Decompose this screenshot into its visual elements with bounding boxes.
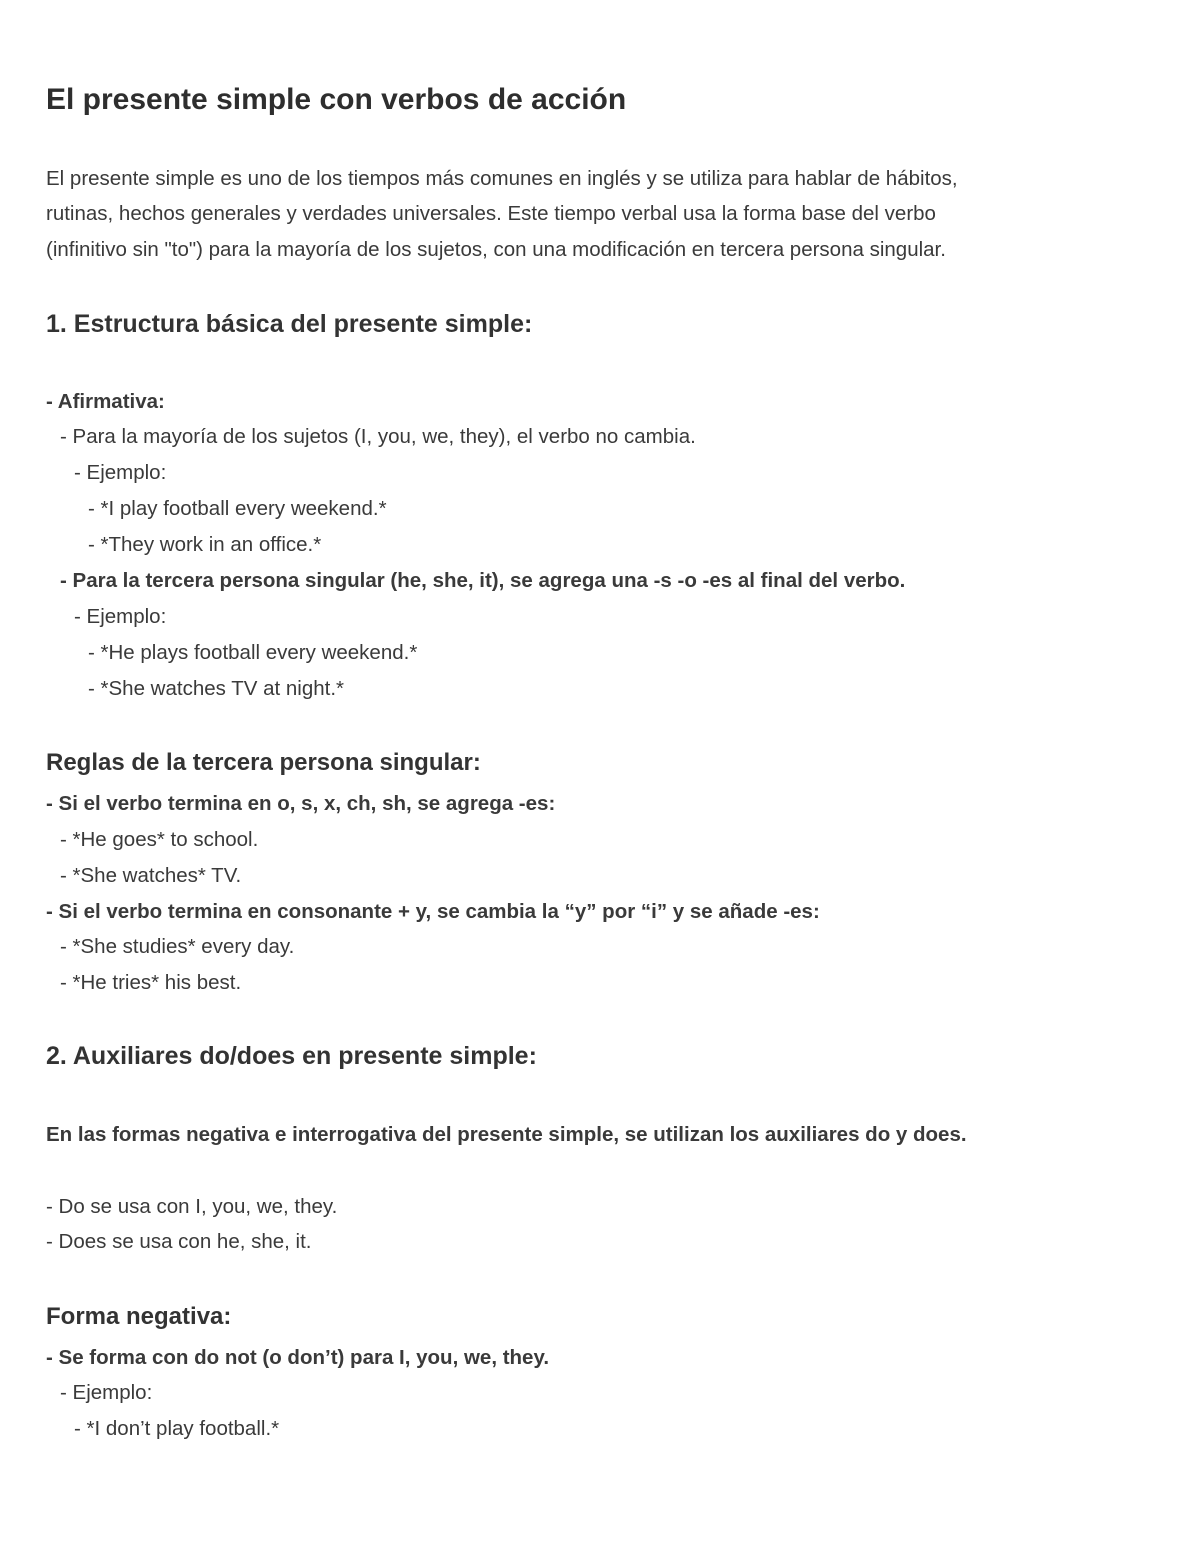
example-item: - *He goes* to school. xyxy=(60,828,259,851)
example-item: - *He plays football every weekend.* xyxy=(88,641,418,664)
does-usage: - Does se usa con he, she, it. xyxy=(46,1230,312,1253)
intro-line-3: (infinitivo sin "to") para la mayoría de los sujetos, con una modificación en tercera persona singular. xyxy=(46,238,946,261)
negative-rule: - Se forma con do not (o don’t) para I, you, we, they. xyxy=(46,1346,550,1369)
rule-y: - Si el verbo termina en consonante + y, se cambia la “y” por “i” y se añade -es: xyxy=(46,900,820,923)
affirmative-label: - Afirmativa: xyxy=(46,390,165,413)
section-2-heading: 2. Auxiliares do/does en presente simple: xyxy=(46,1042,537,1070)
section-2-intro: En las formas negativa e interrogativa del presente simple, se utilizan los auxiliares do y does. xyxy=(46,1123,967,1146)
example-label: - Ejemplo: xyxy=(60,1381,153,1404)
section-1-heading: 1. Estructura básica del presente simple: xyxy=(46,310,533,338)
negative-heading: Forma negativa: xyxy=(46,1303,232,1330)
example-item: - *I don’t play football.* xyxy=(74,1417,280,1440)
rule-third-person: - Para la tercera persona singular (he, she, it), se agrega una -s -o -es al final del verbo. xyxy=(60,569,906,592)
intro-line-1: El presente simple es uno de los tiempos más comunes en inglés y se utiliza para hablar de hábitos, xyxy=(46,167,958,190)
do-usage: - Do se usa con I, you, we, they. xyxy=(46,1195,338,1218)
example-item: - *He tries* his best. xyxy=(60,971,242,994)
rules-third-heading: Reglas de la tercera persona singular: xyxy=(46,749,481,776)
example-label: - Ejemplo: xyxy=(74,461,167,484)
example-label: - Ejemplo: xyxy=(74,605,167,628)
example-item: - *She watches TV at night.* xyxy=(88,677,345,700)
example-item: - *They work in an office.* xyxy=(88,533,322,556)
example-item: - *I play football every weekend.* xyxy=(88,497,387,520)
example-item: - *She studies* every day. xyxy=(60,935,295,958)
page-title: El presente simple con verbos de acción xyxy=(46,83,627,116)
example-item: - *She watches* TV. xyxy=(60,864,242,887)
rule-most-subjects: - Para la mayoría de los sujetos (I, you, we, they), el verbo no cambia. xyxy=(60,425,696,448)
intro-line-2: rutinas, hechos generales y verdades universales. Este tiempo verbal usa la forma base del verbo xyxy=(46,202,936,225)
rule-es: - Si el verbo termina en o, s, x, ch, sh, se agrega -es: xyxy=(46,792,556,815)
